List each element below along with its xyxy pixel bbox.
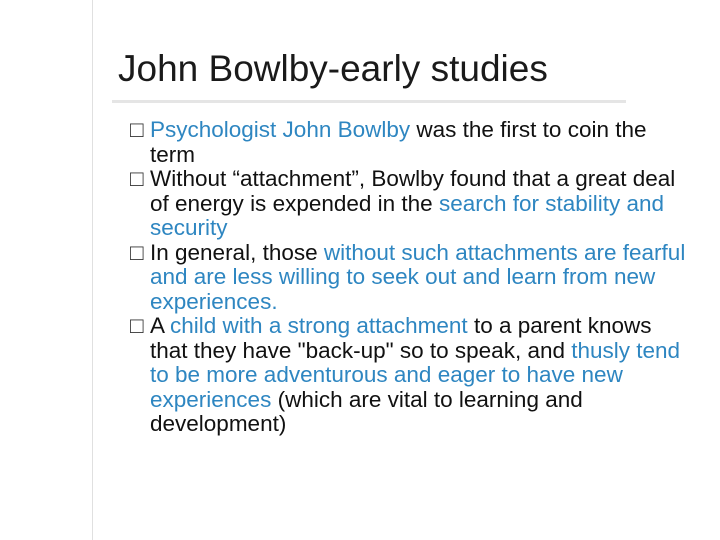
bullet-marker-icon: □ (130, 117, 144, 142)
bullet-3-text-1: In general, those (150, 239, 324, 265)
bullet-marker-icon: □ (130, 313, 144, 338)
bullet-marker-icon: □ (130, 239, 144, 265)
left-divider-line (92, 0, 93, 540)
bullet-4-text-2: child with a strong attachment (170, 313, 468, 338)
bullet-2-text-1: Without “attachment”, Bowlby found that a great deal of energy is expended in the (150, 166, 676, 216)
bullet-item-4 (130, 314, 690, 437)
bullet-item-2 (130, 167, 690, 241)
bullet-1-text-2: was the first to coin the term (150, 117, 647, 167)
bullet-2-text-2: search for stability and security (150, 190, 665, 240)
bullet-4-text-3: to a parent knows that they have "back-up" so to speak, and (150, 313, 652, 363)
slide-title: John Bowlby-early studies (118, 48, 548, 89)
bullet-list (130, 118, 690, 437)
bullet-3-text-2: without such attachments are fearful and are less willing to seek out and learn from new experiences. (150, 239, 686, 314)
bullet-4-text-1: A (150, 313, 171, 338)
bullet-4-text-5: (which are vital to learning and development) (150, 386, 583, 436)
bullet-4-text-4: thusly tend to be more adventurous and eager to have new experiences (150, 337, 681, 412)
bullet-marker-icon: □ (130, 166, 144, 191)
bullet-item-1 (130, 118, 690, 167)
bullet-1-text-1: Psychologist John Bowlby (150, 117, 411, 142)
title-underline (112, 100, 626, 103)
bullet-item-3 (130, 241, 690, 315)
